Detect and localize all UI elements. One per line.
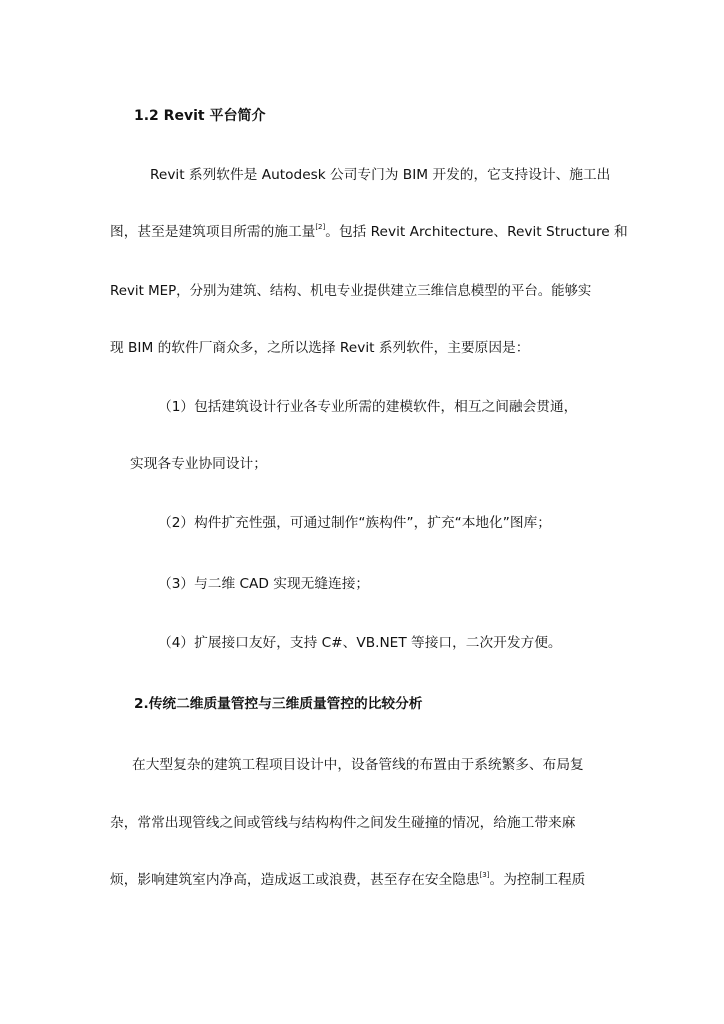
citation-ref: [3] xyxy=(479,871,490,879)
paragraph-line: Revit MEP，分别为建筑、结构、机电专业提供建立三维信息模型的平台。能够实 xyxy=(110,284,592,299)
list-item: （4）扩展接口友好，支持 C#、VB.NET 等接口，二次开发方便。 xyxy=(158,635,562,651)
paragraph-line: Revit 系列软件是 Autodesk 公司专门为 BIM 开发的，它支持设计、施工出 xyxy=(150,167,611,183)
paragraph-text: 。包括 Revit Architecture、Revit Structure 和 xyxy=(325,224,628,240)
list-item-continuation: 实现各专业协同设计； xyxy=(130,456,267,472)
paragraph-text: 。为控制工程质 xyxy=(489,872,586,888)
section-heading-revit: 1.2 Revit 平台简介 xyxy=(134,108,266,124)
list-item: （3）与二维 CAD 实现无缝连接； xyxy=(158,576,370,592)
section-heading-comparison: 2.传统二维质量管控与三维质量管控的比较分析 xyxy=(134,696,423,712)
paragraph-line: 杂，常常出现管线之间或管线与结构构件之间发生碰撞的情况，给施工带来麻 xyxy=(110,815,576,831)
citation-ref: [2] xyxy=(315,223,326,231)
paragraph-line: 现 BIM 的软件厂商众多，之所以选择 Revit 系列软件，主要原因是： xyxy=(110,340,530,356)
paragraph-text: 图，甚至是建筑项目所需的施工量 xyxy=(110,224,316,240)
list-item: （2）构件扩充性强，可通过制作“族构件”，扩充“本地化”图库； xyxy=(158,515,551,531)
paragraph-text: 烦，影响建筑室内净高，造成返工或浪费，甚至存在安全隐患 xyxy=(110,872,480,888)
paragraph-line xyxy=(110,222,628,242)
paragraph-line: 在大型复杂的建筑工程项目设计中，设备管线的布置由于系统繁多、布局复 xyxy=(132,757,584,773)
list-item: （1）包括建筑设计行业各专业所需的建模软件，相互之间融会贯通， xyxy=(158,399,578,415)
paragraph-line xyxy=(110,870,585,890)
